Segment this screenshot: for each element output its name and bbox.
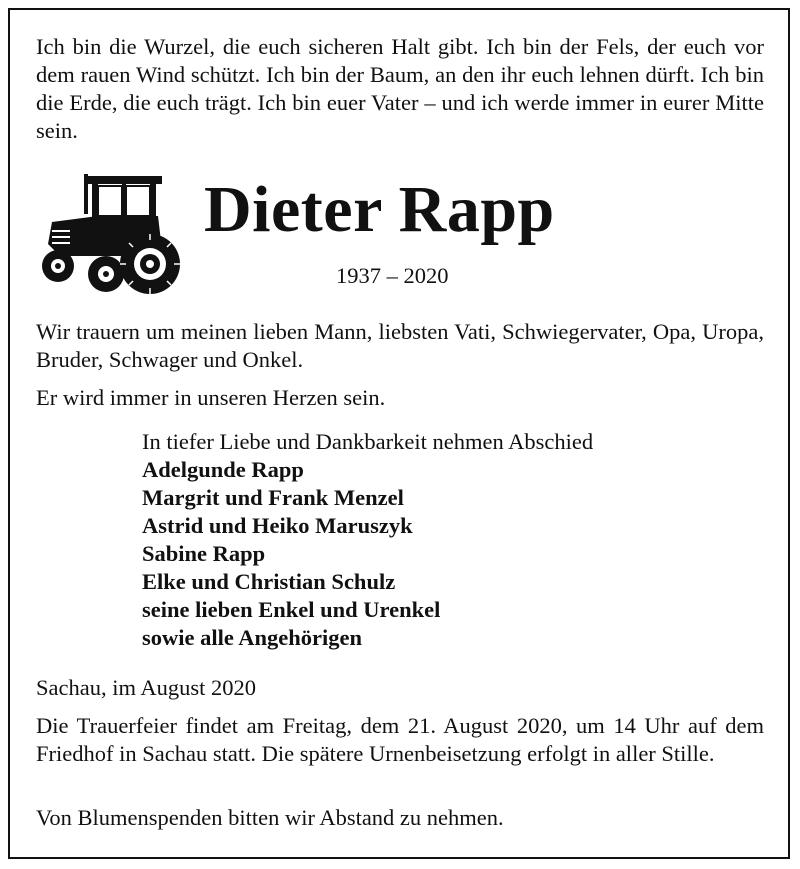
funeral-service-text: Die Trauerfeier findet am Freitag, dem 21. August 2020, um 14 Uhr auf dem Friedhof in Sachau statt. Die spätere Urnenbeisetzung erfolgt in aller Stille. (36, 713, 764, 766)
mourner-name: seine lieben Enkel und Urenkel (142, 597, 441, 622)
mourner-name: sowie alle Angehörigen (142, 625, 362, 650)
memorial-poem: Ich bin die Wurzel, die euch sicheren Halt gibt. Ich bin der Fels, der euch vor dem rauen Wind schützt. Ich bin der Baum, an den ihr euch lehnen dürft. Ich bin die Erde, die euch trägt. Ich bin euer Vater – und ich werde immer in eurer Mitte sein. (36, 34, 764, 143)
mourner-name: Astrid und Heiko Maruszyk (142, 513, 413, 538)
mourning-text: Wir trauern um meinen lieben Mann, liebsten Vati, Schwiegervater, Opa, Uropa, Bruder, Schwager und Onkel. (36, 319, 764, 372)
mourner-name: Adelgunde Rapp (142, 457, 304, 482)
tractor-icon (38, 172, 184, 302)
mourner-name: Elke und Christian Schulz (142, 569, 396, 594)
remembrance-text: Er wird immer in unseren Herzen sein. (36, 385, 386, 410)
mourner-name: Sabine Rapp (142, 541, 266, 566)
signatures-block (142, 428, 742, 652)
deceased-name: Dieter Rapp (204, 173, 555, 246)
place-date: Sachau, im August 2020 (36, 675, 256, 700)
mourner-name: Margrit und Frank Menzel (142, 485, 404, 510)
life-dates: 1937 – 2020 (336, 263, 449, 288)
signatures-intro: In tiefer Liebe und Dankbarkeit nehmen Abschied (142, 429, 594, 454)
flowers-request: Von Blumenspenden bitten wir Abstand zu nehmen. (36, 805, 504, 830)
